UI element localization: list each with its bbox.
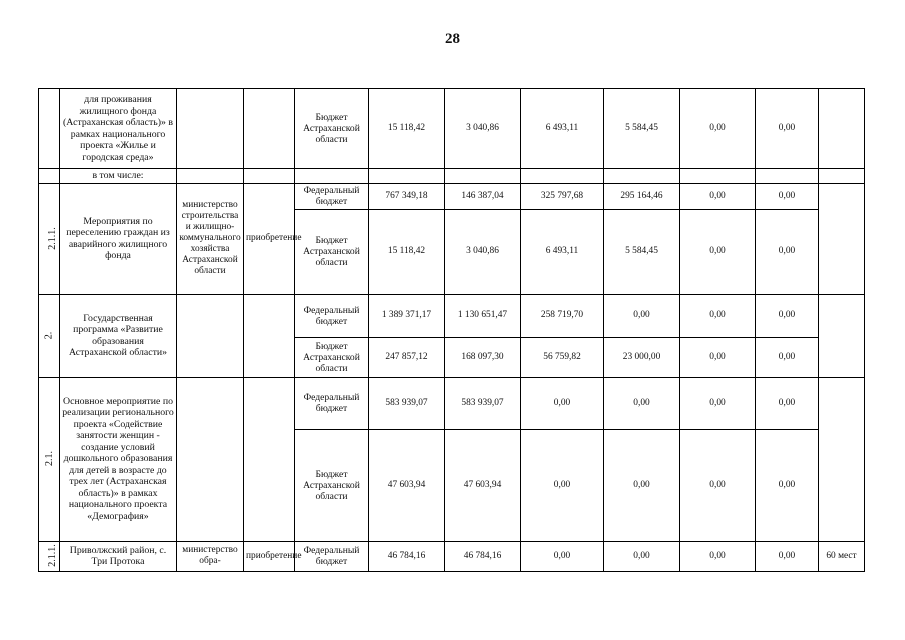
value-cell: 0,00 xyxy=(756,183,819,209)
capacity: 60 мест xyxy=(819,541,865,571)
table-row xyxy=(39,377,865,429)
value-cell: 0,00 xyxy=(756,89,819,169)
measure-name: Основное мероприятие по реализации регионального проекта «Содействие занятости женщин - создание условий дошкольного образования для детей в возрасте до трех лет (Астраханская область)» в рамках национального проекта «Демография» xyxy=(60,377,177,541)
funding-source: Бюджет Астраханской области xyxy=(295,429,369,541)
value-cell: 23 000,00 xyxy=(604,337,680,377)
value-cell: 0,00 xyxy=(680,89,756,169)
value-cell: 295 164,46 xyxy=(604,183,680,209)
value-cell: 325 797,68 xyxy=(521,183,604,209)
value-cell: 15 118,42 xyxy=(369,209,445,294)
page-number: 28 xyxy=(445,31,460,47)
value-cell: 0,00 xyxy=(604,429,680,541)
value-cell: 47 603,94 xyxy=(369,429,445,541)
value-cell: 6 493,11 xyxy=(521,89,604,169)
value-cell: 168 097,30 xyxy=(445,337,521,377)
value-cell: 1 130 651,47 xyxy=(445,294,521,337)
budget-table xyxy=(38,88,865,572)
row-number: 2.1. xyxy=(39,377,60,541)
funding-source: Федеральный бюджет xyxy=(295,294,369,337)
value-cell: 583 939,07 xyxy=(369,377,445,429)
value-cell: 5 584,45 xyxy=(604,89,680,169)
value-cell: 0,00 xyxy=(756,337,819,377)
value-cell: 3 040,86 xyxy=(445,209,521,294)
value-cell: 6 493,11 xyxy=(521,209,604,294)
value-cell: 1 389 371,17 xyxy=(369,294,445,337)
row-number: 2.1.1. xyxy=(39,541,60,571)
measure-name: для проживания жилищного фонда (Астраханская область)» в рамках национального проекта «Жилье и городская среда» xyxy=(60,89,177,169)
value-cell: 47 603,94 xyxy=(445,429,521,541)
value-cell: 583 939,07 xyxy=(445,377,521,429)
value-cell: 0,00 xyxy=(680,429,756,541)
value-cell: 5 584,45 xyxy=(604,209,680,294)
value-cell: 46 784,16 xyxy=(445,541,521,571)
value-cell: 0,00 xyxy=(680,183,756,209)
funding-source: Бюджет Астраханской области xyxy=(295,337,369,377)
work-type: приобретение xyxy=(244,541,295,571)
row-number: 2. xyxy=(39,294,60,377)
row-number: 2.1.1. xyxy=(39,183,60,294)
value-cell: 0,00 xyxy=(756,209,819,294)
funding-source: Бюджет Астраханской области xyxy=(295,209,369,294)
value-cell: 0,00 xyxy=(604,377,680,429)
funding-source: Федеральный бюджет xyxy=(295,377,369,429)
value-cell: 0,00 xyxy=(604,541,680,571)
table-row xyxy=(39,183,865,209)
value-cell: 46 784,16 xyxy=(369,541,445,571)
value-cell: 3 040,86 xyxy=(445,89,521,169)
value-cell: 0,00 xyxy=(756,429,819,541)
work-type: приобретение xyxy=(244,183,295,294)
value-cell: 0,00 xyxy=(756,294,819,337)
value-cell: 15 118,42 xyxy=(369,89,445,169)
value-cell: 0,00 xyxy=(521,429,604,541)
value-cell: 0,00 xyxy=(604,294,680,337)
value-cell: 0,00 xyxy=(680,337,756,377)
value-cell: 146 387,04 xyxy=(445,183,521,209)
value-cell: 0,00 xyxy=(521,377,604,429)
value-cell: 0,00 xyxy=(521,541,604,571)
value-cell: 258 719,70 xyxy=(521,294,604,337)
measure-name: Приволжский район, с. Три Протока xyxy=(60,541,177,571)
funding-source: Федеральный бюджет xyxy=(295,541,369,571)
value-cell: 247 857,12 xyxy=(369,337,445,377)
table-row xyxy=(39,294,865,337)
table-row xyxy=(39,541,865,571)
measure-name: Государственная программа «Развитие образования Астраханской области» xyxy=(60,294,177,377)
value-cell: 0,00 xyxy=(680,209,756,294)
table-row xyxy=(39,89,865,169)
executor: министерство обра- xyxy=(177,541,244,571)
subheading: в том числе: xyxy=(60,169,177,184)
value-cell: 0,00 xyxy=(680,377,756,429)
executor: министерство строительства и жилищно-коммунального хозяйства Астраханской области xyxy=(177,183,244,294)
value-cell: 0,00 xyxy=(680,541,756,571)
value-cell: 56 759,82 xyxy=(521,337,604,377)
value-cell: 767 349,18 xyxy=(369,183,445,209)
table-row xyxy=(39,169,865,184)
value-cell: 0,00 xyxy=(756,541,819,571)
value-cell: 0,00 xyxy=(680,294,756,337)
funding-source: Бюджет Астраханской области xyxy=(295,89,369,169)
value-cell: 0,00 xyxy=(756,377,819,429)
measure-name: Мероприятия по переселению граждан из аварийного жилищного фонда xyxy=(60,183,177,294)
funding-source: Федеральный бюджет xyxy=(295,183,369,209)
